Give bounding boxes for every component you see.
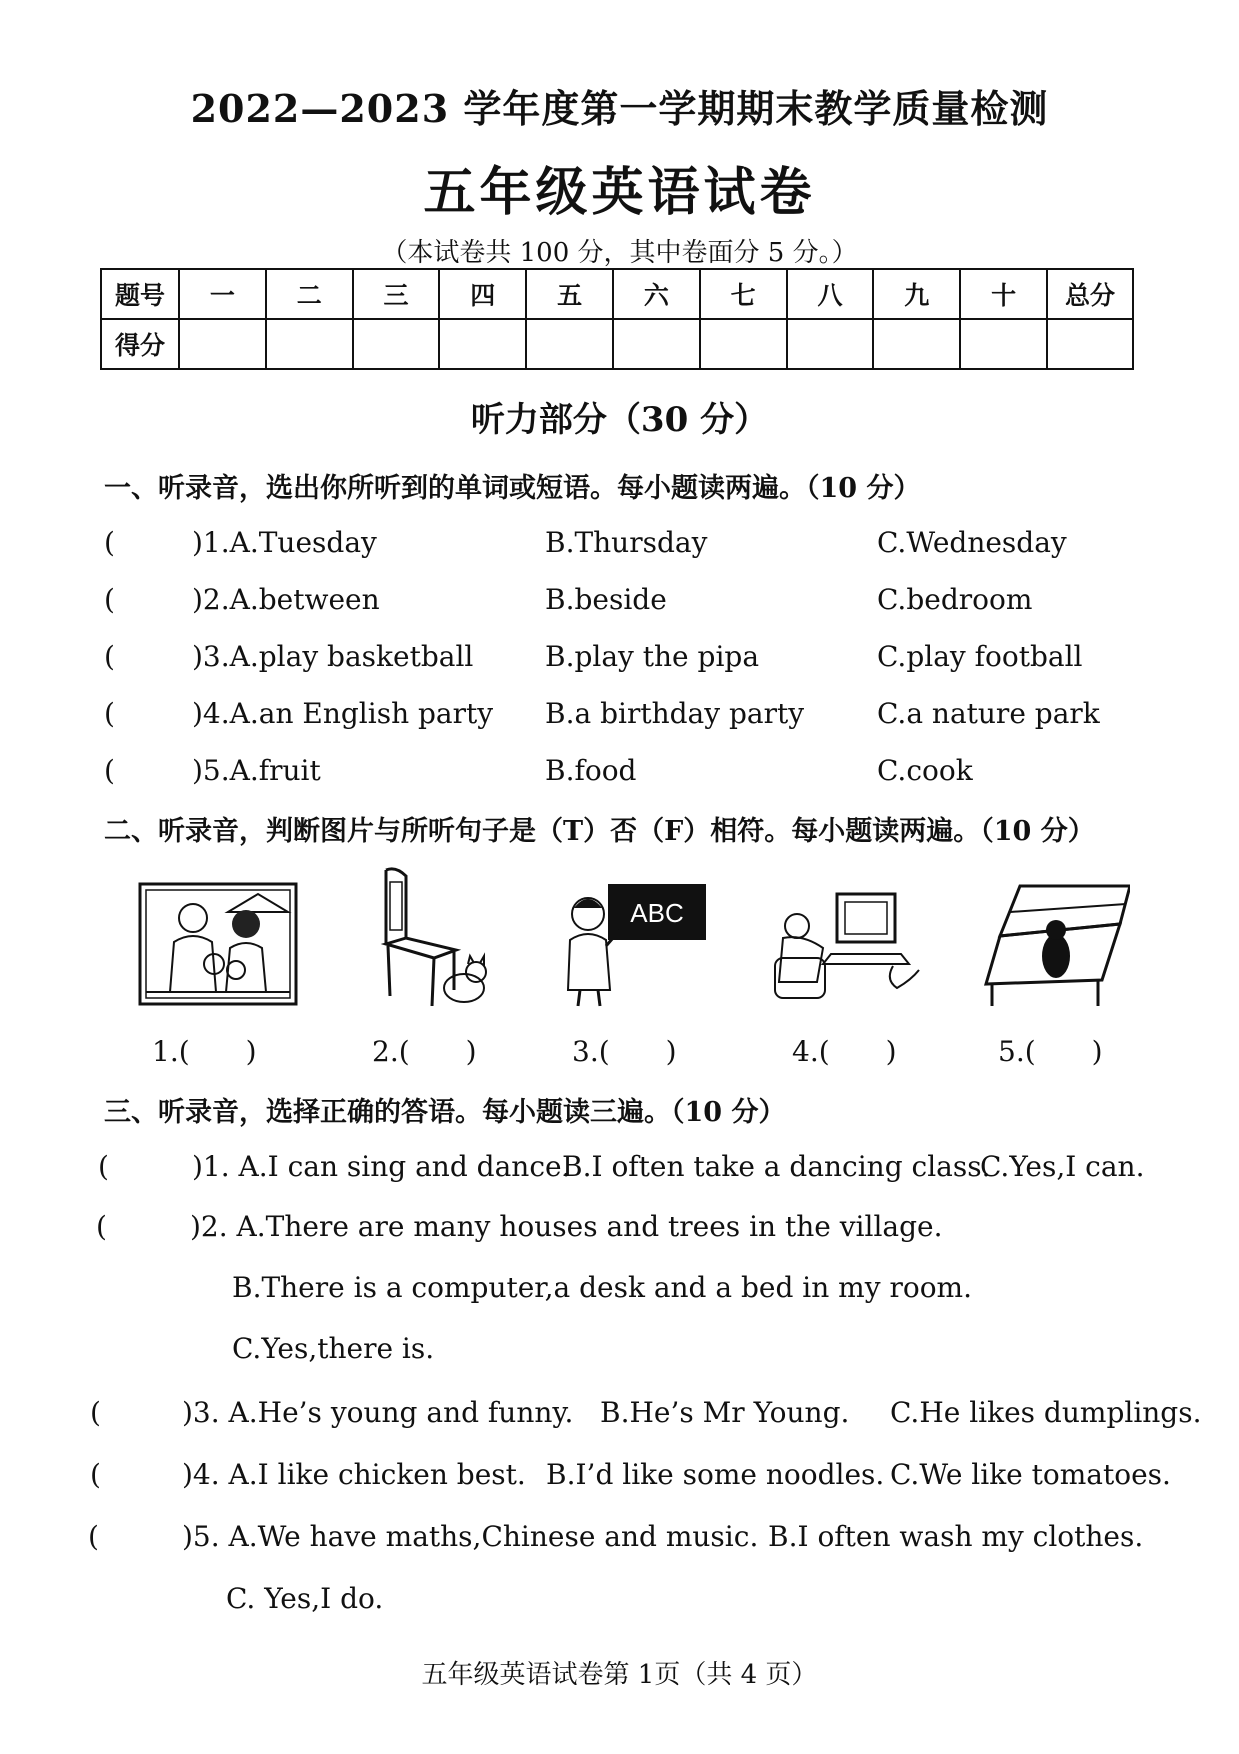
- option-a: )4.A.an English party: [192, 697, 494, 730]
- exam-subtitle: 五年级英语试卷: [423, 162, 816, 223]
- s1-question-4: [0, 697, 1239, 737]
- option-a: )1.A.Tuesday: [192, 526, 377, 559]
- table-tennis-picture: [980, 880, 1130, 1008]
- score-cell[interactable]: [1047, 319, 1133, 369]
- option-b: B.I often take a dancing class.: [562, 1150, 991, 1183]
- score-cell[interactable]: [613, 319, 700, 369]
- score-table: [100, 268, 1134, 370]
- option-a: )4. A.I like chicken best.: [182, 1458, 526, 1491]
- option-a: )2. A.There are many houses and trees in the village.: [190, 1210, 943, 1243]
- s3-question-2-b: [0, 1271, 1239, 1311]
- s3-question-3: [0, 1396, 1239, 1436]
- s3-question-1: [0, 1150, 1239, 1190]
- picture-3-answer[interactable]: 3.( ): [572, 1035, 677, 1068]
- score-cell[interactable]: [787, 319, 874, 369]
- option-b: B.Thursday: [545, 526, 708, 559]
- s3-question-5-c: [0, 1582, 1239, 1622]
- score-header-cell: 七: [700, 269, 787, 319]
- section3-heading: 三、听录音，选择正确的答语。每小题读三遍。（10 分）: [104, 1097, 786, 1128]
- option-c: C.play football: [877, 640, 1083, 673]
- option-a: )3. A.He’s young and funny.: [182, 1396, 574, 1429]
- s1-question-5: [0, 754, 1239, 794]
- option-b: B.I often wash my clothes.: [768, 1520, 1144, 1553]
- score-header-cell: 二: [266, 269, 353, 319]
- picture-4-answer[interactable]: 4.( ): [792, 1035, 897, 1068]
- exam-note: （本试卷共 100 分，其中卷面分 5 分。）: [381, 238, 858, 268]
- score-cell[interactable]: [179, 319, 266, 369]
- answer-bracket[interactable]: (: [90, 1396, 101, 1429]
- section2-heading: 二、听录音，判断图片与所听句子是（T）否（F）相符。每小题读两遍。（10 分）: [104, 816, 1095, 847]
- s3-question-5: [0, 1520, 1239, 1560]
- score-cell[interactable]: [526, 319, 613, 369]
- score-cell[interactable]: [873, 319, 960, 369]
- option-a: )1. A.I can sing and dance.: [192, 1150, 571, 1183]
- score-header-cell: 九: [873, 269, 960, 319]
- answer-bracket[interactable]: (: [104, 754, 115, 787]
- score-cell[interactable]: [439, 319, 526, 369]
- score-table-header-row: [101, 269, 1133, 319]
- option-c: C.He likes dumplings.: [890, 1396, 1202, 1429]
- option-a: )3.A.play basketball: [192, 640, 474, 673]
- option-a: )5. A.We have maths,Chinese and music.: [182, 1520, 759, 1553]
- score-header-cell: 六: [613, 269, 700, 319]
- score-header-cell: 三: [353, 269, 440, 319]
- page-footer: 五年级英语试卷第 1页（共 4 页）: [421, 1660, 818, 1690]
- option-b: B.He’s Mr Young.: [600, 1396, 850, 1429]
- s3-question-4: [0, 1458, 1239, 1498]
- s1-question-3: [0, 640, 1239, 680]
- option-c: C.cook: [877, 754, 973, 787]
- score-header-cell: 十: [960, 269, 1047, 319]
- answer-bracket[interactable]: (: [104, 640, 115, 673]
- family-photo-picture: [138, 882, 298, 1006]
- s3-question-2-c: [0, 1332, 1239, 1372]
- picture-1-answer[interactable]: 1.( ): [152, 1035, 257, 1068]
- option-c: C.bedroom: [877, 583, 1033, 616]
- answer-bracket[interactable]: (: [104, 697, 115, 730]
- option-b: B.play the pipa: [545, 640, 760, 673]
- score-cell[interactable]: [266, 319, 353, 369]
- picture-2-answer[interactable]: 2.( ): [372, 1035, 477, 1068]
- chair-cat-picture: [372, 866, 492, 1008]
- option-a: )2.A.between: [192, 583, 380, 616]
- man-computer-picture: [773, 888, 923, 1008]
- option-c: C.a nature park: [877, 697, 1100, 730]
- score-cell[interactable]: [700, 319, 787, 369]
- answer-bracket[interactable]: (: [90, 1458, 101, 1491]
- section1-heading: 一、听录音，选出你所听到的单词或短语。每小题读两遍。（10 分）: [104, 473, 921, 504]
- answer-bracket[interactable]: (: [104, 526, 115, 559]
- exam-title: 2022—2023 学年度第一学期期末教学质量检测: [190, 86, 1049, 131]
- answer-bracket[interactable]: (: [104, 583, 115, 616]
- score-header-cell: 四: [439, 269, 526, 319]
- score-header-cell: 题号: [101, 269, 179, 319]
- score-row-label: 得分: [101, 319, 179, 369]
- score-table-score-row: [101, 319, 1133, 369]
- s1-question-2: [0, 583, 1239, 623]
- picture-5-answer[interactable]: 5.( ): [998, 1035, 1103, 1068]
- option-a: )5.A.fruit: [192, 754, 321, 787]
- teacher-blackboard-picture: [560, 880, 710, 1008]
- score-cell[interactable]: [960, 319, 1047, 369]
- score-header-cell: 五: [526, 269, 613, 319]
- option-b: B.beside: [545, 583, 667, 616]
- option-c: C.Yes,I can.: [980, 1150, 1145, 1183]
- answer-bracket[interactable]: (: [96, 1210, 107, 1243]
- option-c: C. Yes,I do.: [226, 1582, 384, 1615]
- answer-bracket[interactable]: (: [88, 1520, 99, 1553]
- option-b: B.a birthday party: [545, 697, 805, 730]
- s1-question-1: [0, 526, 1239, 566]
- blackboard-text: ABC: [630, 898, 684, 928]
- option-b: B.I’d like some noodles.: [546, 1458, 885, 1491]
- option-c: C.Yes,there is.: [232, 1332, 435, 1365]
- score-cell[interactable]: [353, 319, 440, 369]
- score-header-cell: 一: [179, 269, 266, 319]
- option-b: B.There is a computer,a desk and a bed in my room.: [232, 1271, 973, 1304]
- score-header-cell: 八: [787, 269, 874, 319]
- option-c: C.Wednesday: [877, 526, 1067, 559]
- option-b: B.food: [545, 754, 637, 787]
- option-c: C.We like tomatoes.: [890, 1458, 1171, 1491]
- answer-bracket[interactable]: (: [98, 1150, 109, 1183]
- s3-question-2: [0, 1210, 1239, 1250]
- score-header-cell: 总分: [1047, 269, 1133, 319]
- listening-part-title: 听力部分（30 分）: [470, 400, 769, 440]
